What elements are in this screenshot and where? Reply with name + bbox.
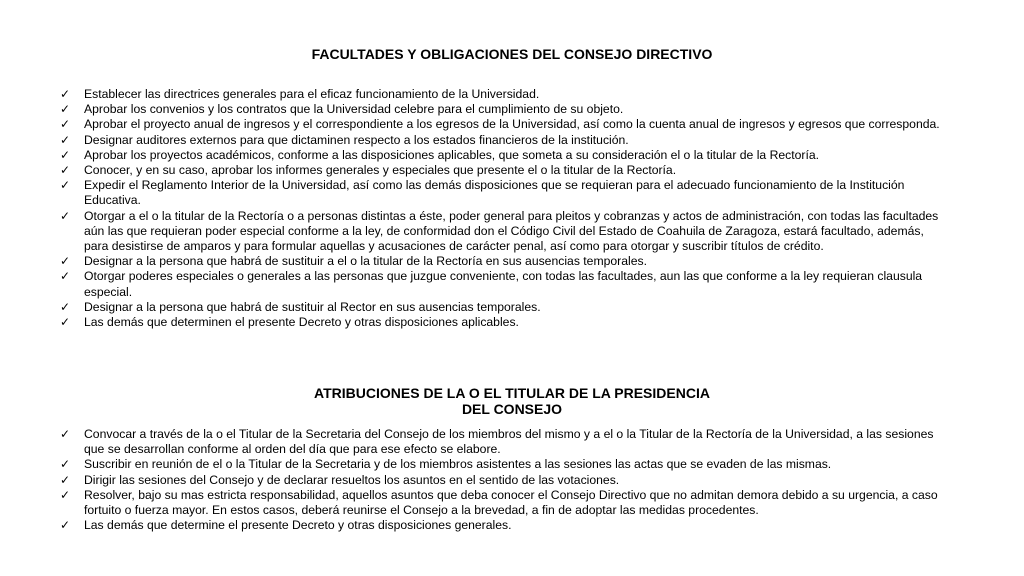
checkmark-icon: ✓	[60, 269, 71, 284]
list-item-text: Aprobar el proyecto anual de ingresos y el correspondiente a los egresos de la Universidad, así como la cuenta anual de ingresos y egresos que corresponda.	[84, 117, 940, 132]
list-item	[60, 178, 940, 208]
checkmark-icon: ✓	[60, 254, 71, 269]
list-item-text: Aprobar los convenios y los contratos que la Universidad celebre para el cumplimiento de su objeto.	[84, 102, 624, 117]
list-item	[60, 148, 940, 163]
list-item-text: Otorgar a el o la titular de la Rectoría o a personas distintas a éste, poder general para pleitos y cobranzas y actos de administración, con todas las facultades aún las que requieran poder especial conforme a la ley, de conformidad don el Código Civil del Estado de Coahuila de Zaragoza, estará facultado, además, para desistirse de amparos y para formular aquellas y acusaciones de carácter penal, así como para otorgar y suscribir títulos de crédito.	[84, 208, 939, 254]
list-item-text: Suscribir en reunión de el o la Titular de la Secretaria y de los miembros asistentes a las sesiones las actas que se evaden de las mismas.	[84, 457, 832, 472]
list-item-text: Dirigir las sesiones del Consejo y de declarar resueltos los asuntos en el sentido de las votaciones.	[84, 472, 620, 487]
checkmark-icon: ✓	[60, 487, 71, 502]
checkmark-icon: ✓	[60, 457, 71, 472]
checkmark-icon: ✓	[60, 117, 71, 132]
checkmark-icon: ✓	[60, 132, 71, 147]
list-item-text: Las demás que determine el presente Decreto y otras disposiciones generales.	[84, 518, 512, 533]
list-item	[60, 518, 940, 533]
section-1-list	[60, 87, 940, 330]
checkmark-icon: ✓	[60, 315, 71, 330]
list-item-text: Establecer las directrices generales para el eficaz funcionamiento de la Universidad.	[84, 87, 540, 101]
list-item-text: Designar auditores externos para que dictaminen respecto a los estados financieros de la institución.	[84, 132, 629, 147]
list-item	[60, 427, 940, 457]
list-item	[60, 254, 940, 269]
list-item	[60, 133, 940, 148]
checkmark-icon: ✓	[60, 208, 71, 223]
list-item	[60, 163, 940, 178]
list-item-text: Expedir el Reglamento Interior de la Universidad, así como las demás disposiciones que se requieran para el adecuado funcionamiento de la Institución Educativa.	[84, 178, 905, 208]
section-2-list	[60, 427, 940, 533]
checkmark-icon: ✓	[60, 299, 71, 314]
checkmark-icon: ✓	[60, 163, 71, 178]
list-item	[60, 473, 940, 488]
list-item	[60, 315, 940, 330]
list-item-text: Las demás que determinen el presente Decreto y otras disposiciones aplicables.	[84, 315, 519, 330]
checkmark-icon: ✓	[60, 87, 71, 101]
list-item-text: Aprobar los proyectos académicos, conforme a las disposiciones aplicables, que someta a su consideración el o la titular de la Rectoría.	[84, 147, 820, 162]
list-item	[60, 300, 940, 315]
checkmark-icon: ✓	[60, 147, 71, 162]
list-item	[60, 117, 940, 132]
list-item-text: Designar a la persona que habrá de sustituir a el o la titular de la Rectoría en sus ausencias temporales.	[84, 254, 647, 269]
checkmark-icon: ✓	[60, 472, 71, 487]
list-item-text: Otorgar poderes especiales o generales a las personas que juzgue conveniente, con todas las facultades, aun las que conforme a la ley requieran clausula especial.	[84, 269, 923, 299]
section-2-title	[0, 385, 1024, 417]
list-item-text: Convocar a través de la o el Titular de la Secretaria del Consejo de los miembros del mismo y a el o la Titular de la Rectoría de la Universidad, a las sesiones que se desarrollan conforme al orden del día que para ese efecto se elabore.	[84, 427, 934, 457]
list-item-text: Resolver, bajo su mas estricta responsabilidad, aquellos asuntos que deba conocer el Consejo Directivo que no admitan demora debido a su urgencia, a caso fortuito o fuerza mayor. En estos casos, deberá reunirse el Consejo a la brevedad, a fin de adoptar las medidas procedentes.	[84, 487, 938, 518]
list-item	[60, 87, 940, 102]
checkmark-icon: ✓	[60, 518, 71, 533]
list-item	[60, 269, 940, 299]
list-item	[60, 488, 940, 518]
list-item-text: Designar a la persona que habrá de sustituir al Rector en sus ausencias temporales.	[84, 299, 541, 314]
list-item-text: Conocer, y en su caso, aprobar los informes generales y especiales que presente el o la titular de la Rectoría.	[84, 163, 677, 178]
checkmark-icon: ✓	[60, 178, 71, 193]
section-2-title-line-2: DEL CONSEJO	[461, 401, 563, 417]
checkmark-icon: ✓	[60, 102, 71, 117]
section-2-title-line-1: ATRIBUCIONES DE LA O EL TITULAR DE LA PRESIDENCIA	[314, 385, 710, 401]
list-item	[60, 102, 940, 117]
section-1-title: FACULTADES Y OBLIGACIONES DEL CONSEJO DIRECTIVO	[311, 46, 713, 62]
list-item	[60, 457, 940, 472]
checkmark-icon: ✓	[60, 427, 71, 441]
list-item	[60, 209, 940, 255]
